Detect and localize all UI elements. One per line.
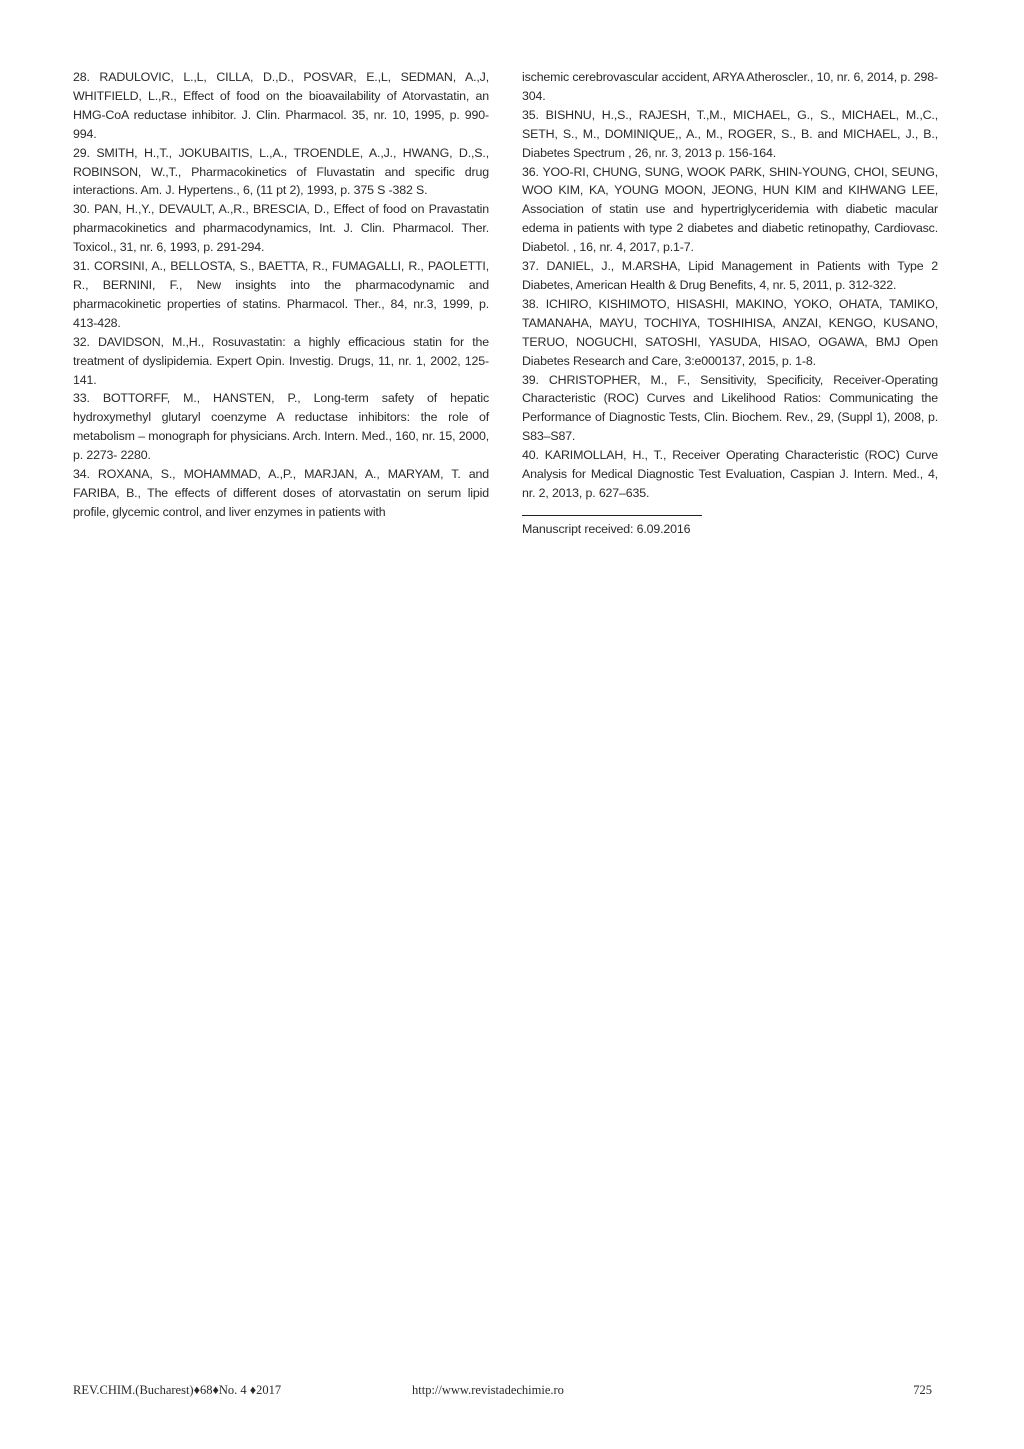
reference-33: 33. BOTTORFF, M., HANSTEN, P., Long-term safety of hepatic hydroxymethyl glutaryl coenzyme A reductase inhibitors: the role of metabolism – monograph for physicians. Arch. Intern. Med., 160, nr. 15, 2000, p. 2273- 2280. — [73, 391, 489, 463]
manuscript-received: Manuscript received: 6.09.2016 — [522, 521, 691, 536]
footer-journal-info: REV.CHIM.(Bucharest)♦68♦No. 4 ♦2017 — [73, 1383, 282, 1397]
reference-34: 34. ROXANA, S., MOHAMMAD, A.,P., MARJAN, A., MARYAM, T. and FARIBA, B., The effects of different doses of atorvastatin on serum lipid profile, glycemic control, and liver enzymes in patients with — [73, 467, 489, 519]
references-right-column — [522, 68, 938, 539]
reference-38: 38. ICHIRO, KISHIMOTO, HISASHI, MAKINO, YOKO, OHATA, TAMIKO, TAMANAHA, MAYU, TOCHIYA, TOSHIHISA, ANZAI, KENGO, KUSANO, TERUO, NOGUCHI, SATOSHI, YASUDA, HISAO, OGAWA, BMJ Open Diabetes Research and Care, 3:e000137, 2015, p. 1-8. — [522, 296, 938, 368]
reference-29: 29. SMITH, H.,T., JOKUBAITIS, L.,A., TROENDLE, A.,J., HWANG, D.,S., ROBINSON, W.,T., Pharmacokinetics of Fluvastatin and specific drug interactions. Am. J. Hypertens., 6, (11 pt 2), 1993, p. 375 S -382 S. — [73, 145, 489, 198]
reference-32: 32. DAVIDSON, M.,H., Rosuvastatin: a highly efficacious statin for the treatment of dyslipidemia. Expert Opin. Investig. Drugs, 11, nr. 1, 2002, 125-141. — [73, 334, 489, 387]
reference-30: 30. PAN, H.,Y., DEVAULT, A.,R., BRESCIA, D., Effect of food on Pravastatin pharmacokinetics and pharmacodynamics, Int. J. Clin. Pharmacol. Ther. Toxicol., 31, nr. 6, 1993, p. 291-294. — [73, 202, 489, 255]
reference-28: 28. RADULOVIC, L.,L, CILLA, D.,D., POSVAR, E.,L, SEDMAN, A.,J, WHITFIELD, L.,R., Effect of food on the bioavailability of Atorvastatin, an HMG-CoA reductase inhibitor. J. Clin. Pharmacol. 35, nr. 10, 1995, p. 990-994. — [73, 70, 489, 141]
page-number: 725 — [913, 1383, 932, 1397]
reference-37: 37. DANIEL, J., M.ARSHA, Lipid Management in Patients with Type 2 Diabetes, American Health & Drug Benefits, 4, nr. 5, 2011, p. 312-322. — [522, 259, 938, 292]
footer-url-link[interactable]: http://www.revistadechimie.ro — [412, 1383, 564, 1397]
reference-31: 31. CORSINI, A., BELLOSTA, S., BAETTA, R., FUMAGALLI, R., PAOLETTI, R., BERNINI, F., New insights into the pharmacodynamic and pharmacokinetic properties of statins. Pharmacol. Ther., 84, nr.3, 1999, p. 413-428. — [73, 259, 489, 330]
reference-36: 36. YOO-RI, CHUNG, SUNG, WOOK PARK, SHIN-YOUNG, CHOI, SEUNG, WOO KIM, KA, YOUNG MOON, JEONG, HUN KIM and KIHWANG LEE, Association of statin use and hypertriglyceridemia with diabetic macular edema in patients with type 2 diabetes and diabetic retinopathy, Cardiovasc. Diabetol. , 16, nr. 4, 2017, p.1-7. — [522, 164, 938, 255]
reference-39: 39. CHRISTOPHER, M., F., Sensitivity, Specificity, Receiver-Operating Characteristic (ROC) Curves and Likelihood Ratios: Communicating the Performance of Diagnostic Tests, Clin. Biochem. Rev., 29, (Suppl 1), 2008, p. S83–S87. — [522, 372, 938, 444]
divider-line — [522, 515, 702, 516]
references-left-column — [73, 68, 489, 522]
reference-40: 40. KARIMOLLAH, H., T., Receiver Operating Characteristic (ROC) Curve Analysis for Medical Diagnostic Test Evaluation, Caspian J. Intern. Med., 4, nr. 2, 2013, p. 627–635. — [522, 448, 938, 500]
reference-34-continued: ischemic cerebrovascular accident, ARYA Atheroscler., 10, nr. 6, 2014, p. 298-304. — [522, 70, 938, 103]
page-footer — [73, 1383, 939, 1403]
reference-35: 35. BISHNU, H.,S., RAJESH, T.,M., MICHAEL, G., S., MICHAEL, M.,C., SETH, S., M., DOMINIQUE,, A., M., ROGER, S., B. and MICHAEL, J., B., Diabetes Spectrum , 26, nr. 3, 2013 p. 156-164. — [522, 107, 938, 160]
